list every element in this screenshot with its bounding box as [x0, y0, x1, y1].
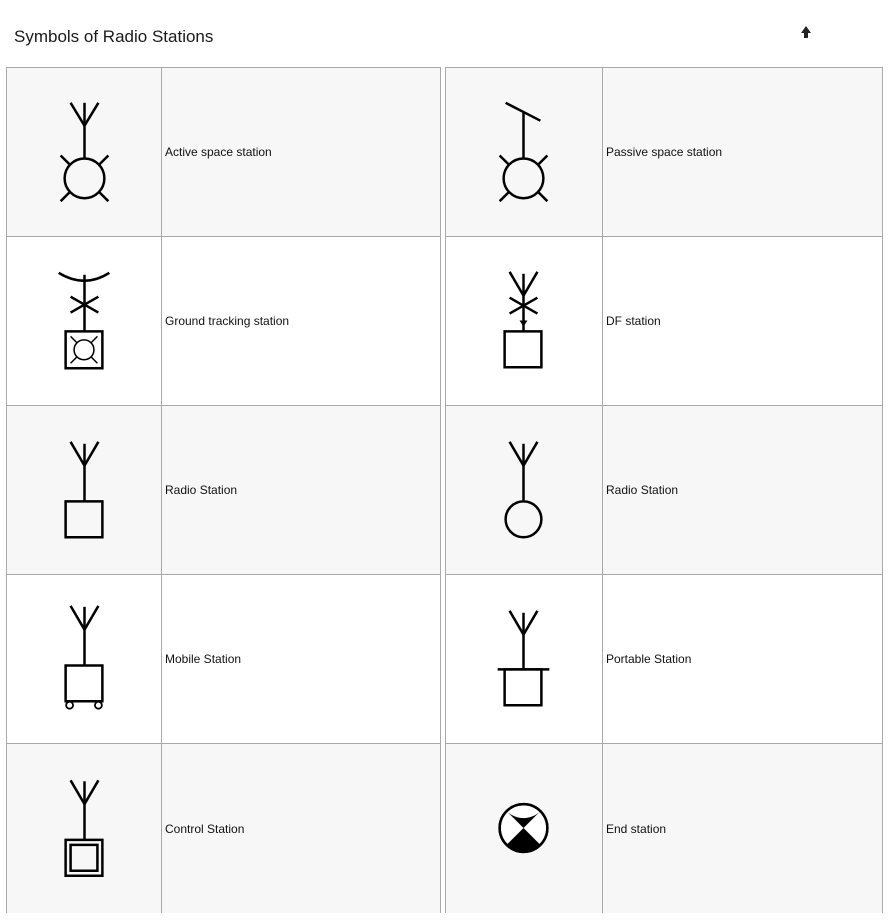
symbol-label: Ground tracking station — [165, 314, 290, 328]
df-station-symbol — [446, 237, 602, 405]
symbol-label: Control Station — [165, 821, 245, 836]
symbol-label: DF station — [606, 314, 661, 328]
symbol-cell — [7, 744, 162, 913]
up-arrow-icon[interactable] — [798, 24, 814, 40]
mobile-station-symbol — [7, 575, 161, 743]
portable-station-symbol — [446, 575, 602, 743]
symbols-table-left — [6, 67, 441, 913]
symbol-cell — [446, 237, 603, 405]
table-row — [7, 575, 440, 744]
symbol-label: Passive space station — [606, 145, 723, 159]
symbol-label: Radio Station — [606, 483, 679, 497]
symbol-cell — [446, 575, 603, 743]
symbols-table-right — [445, 67, 883, 913]
table-row — [446, 575, 882, 744]
table-row — [446, 744, 882, 913]
radio-station-circle-symbol — [446, 406, 602, 574]
table-row — [7, 744, 440, 913]
symbol-label: End station — [606, 821, 667, 836]
symbol-cell — [7, 406, 162, 574]
table-row — [446, 406, 882, 575]
table-row — [7, 68, 440, 237]
control-station-symbol — [7, 744, 161, 913]
active-space-station-symbol — [7, 68, 161, 236]
symbol-label: Mobile Station — [165, 652, 242, 666]
table-row — [7, 406, 440, 575]
passive-space-station-symbol — [446, 68, 602, 236]
ground-tracking-station-symbol — [7, 237, 161, 405]
symbol-cell — [7, 575, 162, 743]
table-row — [446, 68, 882, 237]
radio-station-square-symbol — [7, 406, 161, 574]
table-row — [7, 237, 440, 406]
symbol-label: Active space station — [165, 145, 272, 159]
symbol-label: Radio Station — [165, 483, 238, 497]
symbol-cell — [446, 406, 603, 574]
page-title: Symbols of Radio Stations — [14, 27, 214, 46]
symbol-cell — [446, 68, 603, 236]
symbol-cell — [446, 744, 603, 913]
symbol-cell — [7, 237, 162, 405]
table-row — [446, 237, 882, 406]
symbol-cell — [7, 68, 162, 236]
end-station-symbol — [446, 744, 602, 913]
symbol-label: Portable Station — [606, 652, 692, 666]
